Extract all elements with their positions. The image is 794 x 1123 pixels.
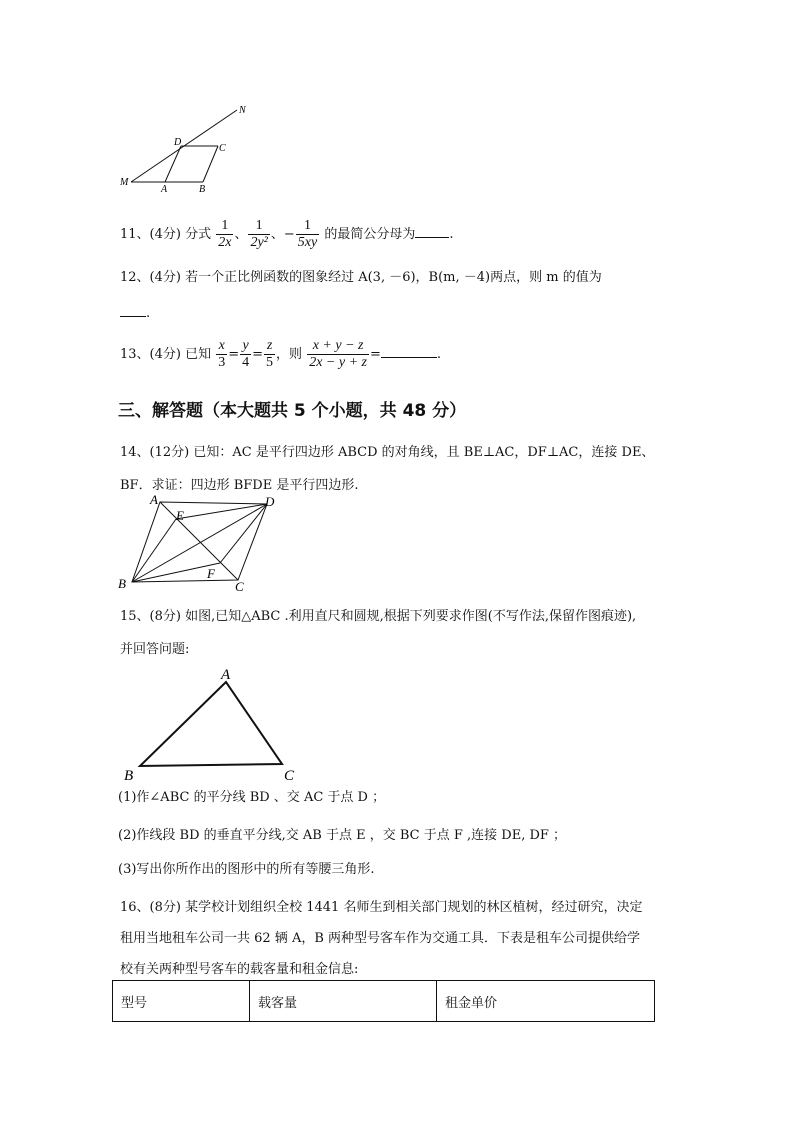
- q13-eq1: =: [228, 347, 240, 362]
- q13-fraction-x: $\frac{x}{3}$: [218, 338, 226, 370]
- q16-line1: 16、(8分) 某学校计划组织全校 1441 名师生到相关部门规划的林区植树，经过研究，决定: [120, 900, 643, 915]
- q11-fraction-3: $\frac{1}{5xy}$: [297, 218, 318, 250]
- label-c: C: [219, 143, 226, 154]
- label-d: D: [174, 137, 182, 148]
- q16-line2: 租用当地租车公司一共 62 辆 A，B 两种型号客车作为交通工具．下表是租车公司提供给学: [120, 931, 641, 946]
- figure-triangle-abc: [118, 660, 308, 784]
- q13-end: .: [436, 347, 442, 362]
- q15-sub1: (1)作∠ABC 的平分线 BD 、交 AC 于点 D ；: [118, 790, 386, 805]
- label-c: C: [235, 579, 244, 594]
- q12-answer-blank[interactable]: [120, 302, 146, 317]
- label-f: F: [207, 566, 215, 581]
- q12-end: .: [146, 306, 151, 321]
- label-d: D: [265, 494, 275, 509]
- q13-fraction-y: $\frac{y}{4}$: [242, 338, 250, 370]
- q13-eq2: =: [252, 347, 264, 362]
- label-a: A: [221, 667, 231, 683]
- question-15: [120, 600, 636, 666]
- question-12-answer: [120, 302, 150, 324]
- q13-fraction-expression: $\frac{x + y - z}{2x - y + z}$: [309, 338, 367, 370]
- table-header-capacity: 载客量: [250, 981, 437, 1022]
- q13-eq3: =: [369, 347, 381, 362]
- q14-line2: BF．求证：四边形 BFDE 是平行四边形.: [120, 478, 359, 493]
- label-m: M: [120, 177, 129, 188]
- q15-line1: 15、(8分) 如图,已知△ABC .利用直尺和圆规,根据下列要求作图(不写作法,保留作图痕迹),: [120, 609, 637, 624]
- question-11: [120, 218, 454, 252]
- section-3-title: 三、解答题（本大题共 5 个小题，共 48 分）: [118, 401, 467, 421]
- table-header-model: 型号: [113, 981, 250, 1022]
- table-header-rent: 租金单价: [437, 981, 655, 1022]
- q11-answer-blank[interactable]: [415, 223, 449, 238]
- figure-parallelogram-mn: [115, 100, 255, 195]
- q15-sub2: (2)作线段 BD 的垂直平分线,交 AB 于点 E ，交 BC 于点 F ,连接 DE, DF ；: [118, 828, 567, 843]
- q11-sep2: 、−: [270, 227, 295, 242]
- table-header-row: [113, 981, 655, 1022]
- q13-mid: ，则: [276, 347, 303, 362]
- q15-sub3: (3)写出你所作出的图形中的所有等腰三角形.: [118, 862, 375, 877]
- label-a: A: [161, 184, 168, 195]
- q11-fraction-1: $\frac{1}{2x}$: [218, 218, 232, 250]
- question-12: [120, 268, 602, 288]
- q11-suffix: 的最简公分母为: [324, 227, 416, 242]
- question-13: [120, 338, 441, 372]
- label-b: B: [124, 768, 134, 784]
- bus-info-table: [112, 980, 655, 1022]
- q11-sep1: 、: [234, 227, 248, 242]
- label-a: A: [150, 492, 158, 507]
- figure-parallelogram-abcd: [112, 492, 282, 594]
- q16-line3: 校有关两种型号客车的载客量和租金信息:: [120, 962, 359, 977]
- q11-prefix: 11、(4分) 分式: [120, 227, 212, 242]
- q11-end: .: [449, 227, 454, 242]
- q13-answer-blank[interactable]: [381, 343, 437, 358]
- q13-prefix: 13、(4分) 已知: [120, 347, 212, 362]
- q12-line1: 12、(4分) 若一个正比例函数的图象经过 A(3, －6)，B(m, －4)两点，则 m 的值为: [120, 270, 602, 285]
- label-b: B: [199, 184, 206, 195]
- label-e: E: [176, 508, 184, 523]
- question-16: [120, 892, 642, 985]
- label-c: C: [284, 768, 295, 784]
- q11-fraction-2: $\frac{1}{\text{2y²}}$: [250, 218, 268, 250]
- q15-line2: 并回答问题:: [120, 642, 190, 657]
- q14-line1: 14、(12分) 已知：AC 是平行四边形 ABCD 的对角线，且 BE⊥AC，DF⊥AC，连接 DE、: [120, 445, 655, 460]
- q13-fraction-z: $\frac{z}{5}$: [266, 338, 274, 370]
- label-b: B: [118, 576, 126, 591]
- label-n: N: [239, 105, 246, 116]
